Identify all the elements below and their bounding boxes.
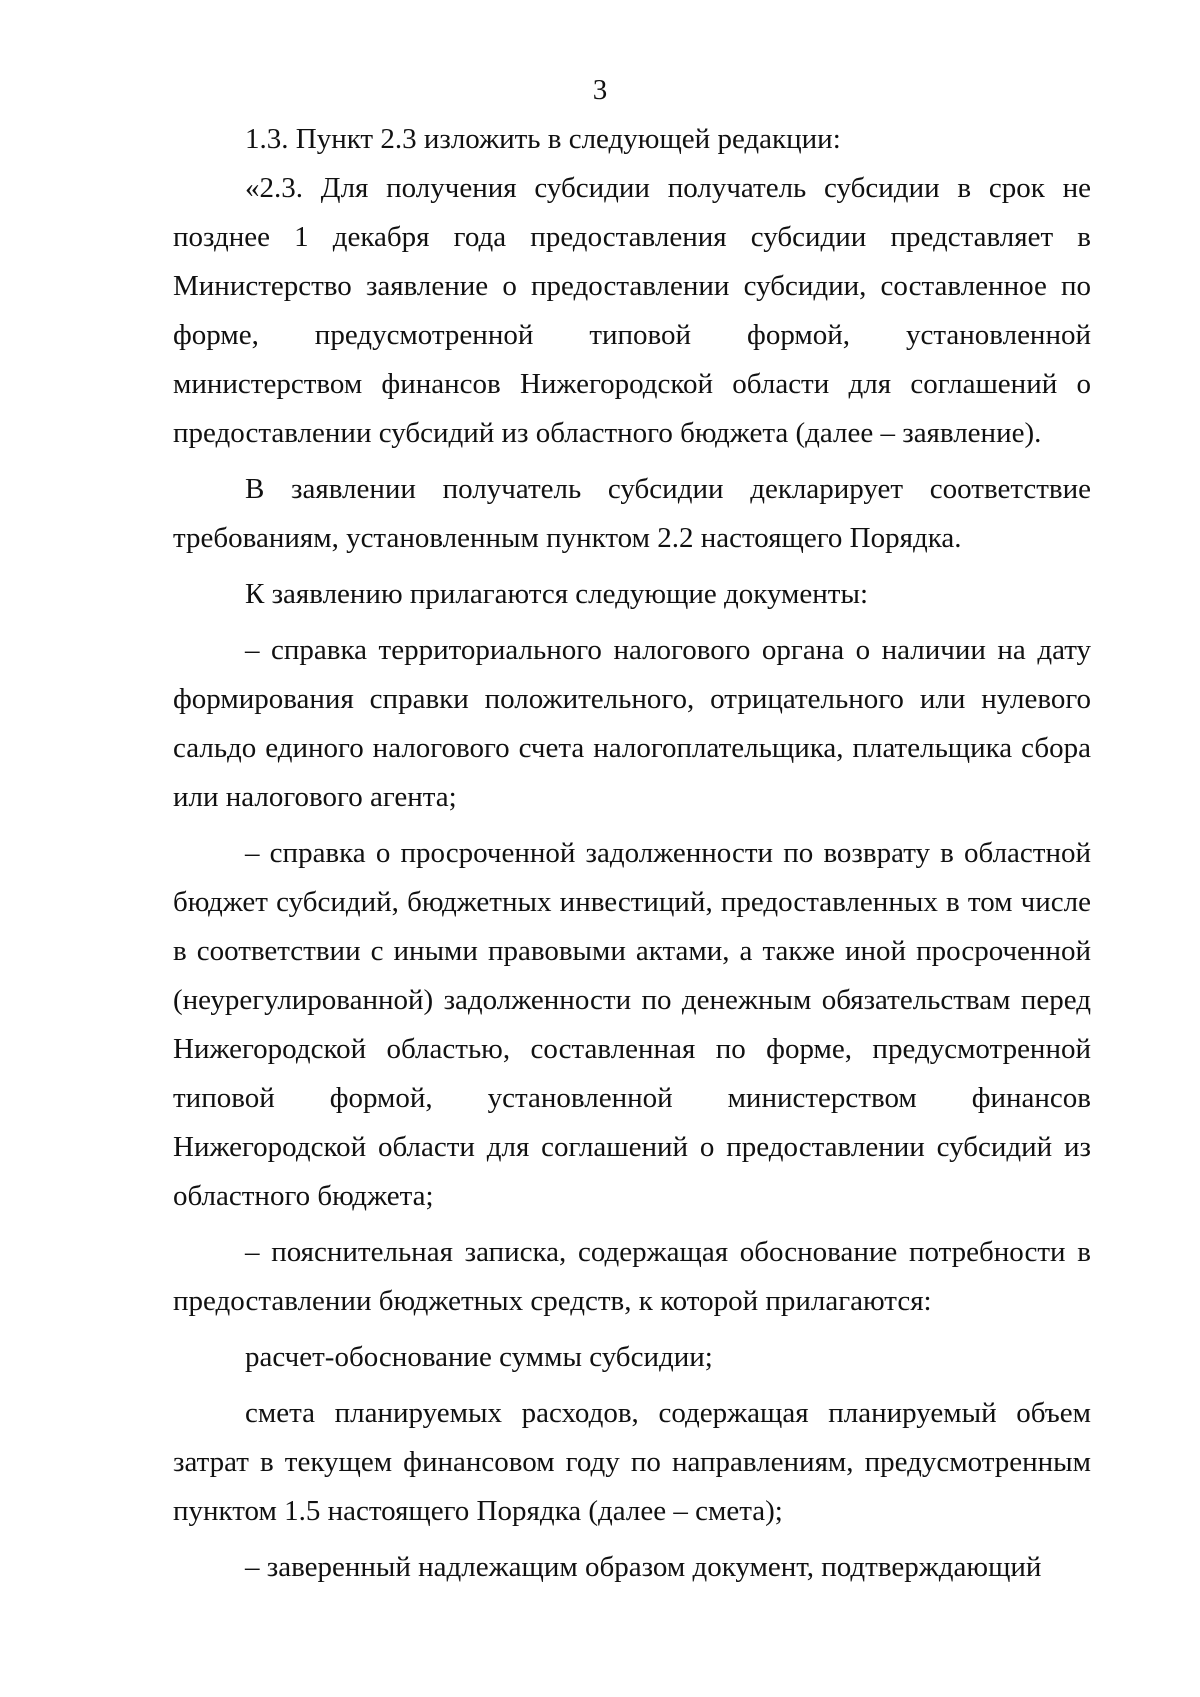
document-body: [173, 115, 1091, 1592]
list-item-explanatory-note: – пояснительная записка, содержащая обоснование потребности в предоставлении бюджетных средств, к которой прилагаются:: [173, 1236, 1091, 1317]
list-item-certified-document: – заверенный надлежащим образом документ, подтверждающий: [245, 1551, 1042, 1583]
list-item-subsidy-calculation: расчет-обоснование суммы субсидии;: [245, 1341, 713, 1373]
list-item-debt-certificate: – справка о просроченной задолженности по возврату в областной бюджет субсидий, бюджетных инвестиций, предоставленных в том числе в соответствии с иными правовыми актами, а также иной просроченной (неурегулированной) задолженности по денежным обязательствам перед Нижегородской областью, составленная по форме, предусмотренной типовой формой, установленной министерством финансов Нижегородской области для соглашений о предоставлении субсидий из областного бюджета;: [173, 837, 1091, 1212]
list-item-tax-certificate: – справка территориального налогового органа о наличии на дату формирования справки положительного, отрицательного или нулевого сальдо единого налогового счета налогоплательщика, плательщика сбора или налогового агента;: [173, 634, 1091, 813]
paragraph-item-1-3: 1.3. Пункт 2.3 изложить в следующей редакции:: [245, 123, 841, 155]
paragraph-attached-documents: К заявлению прилагаются следующие документы:: [245, 578, 869, 610]
paragraph-item-2-3: «2.3. Для получения субсидии получатель субсидии в срок не позднее 1 декабря года предоставления субсидии представляет в Министерство заявление о предоставлении субсидии, составленное по форме, предусмотренной типовой формой, установленной министерством финансов Нижегородской области для соглашений о предоставлении субсидий из областного бюджета (далее – заявление).: [173, 172, 1091, 449]
paragraph-application-declaration: В заявлении получатель субсидии декларирует соответствие требованиям, установленным пунктом 2.2 настоящего Порядка.: [173, 473, 1091, 554]
page-number: 3: [592, 74, 608, 106]
list-item-cost-estimate: смета планируемых расходов, содержащая планируемый объем затрат в текущем финансовом году по направлениям, предусмотренным пунктом 1.5 настоящего Порядка (далее – смета);: [173, 1397, 1091, 1527]
